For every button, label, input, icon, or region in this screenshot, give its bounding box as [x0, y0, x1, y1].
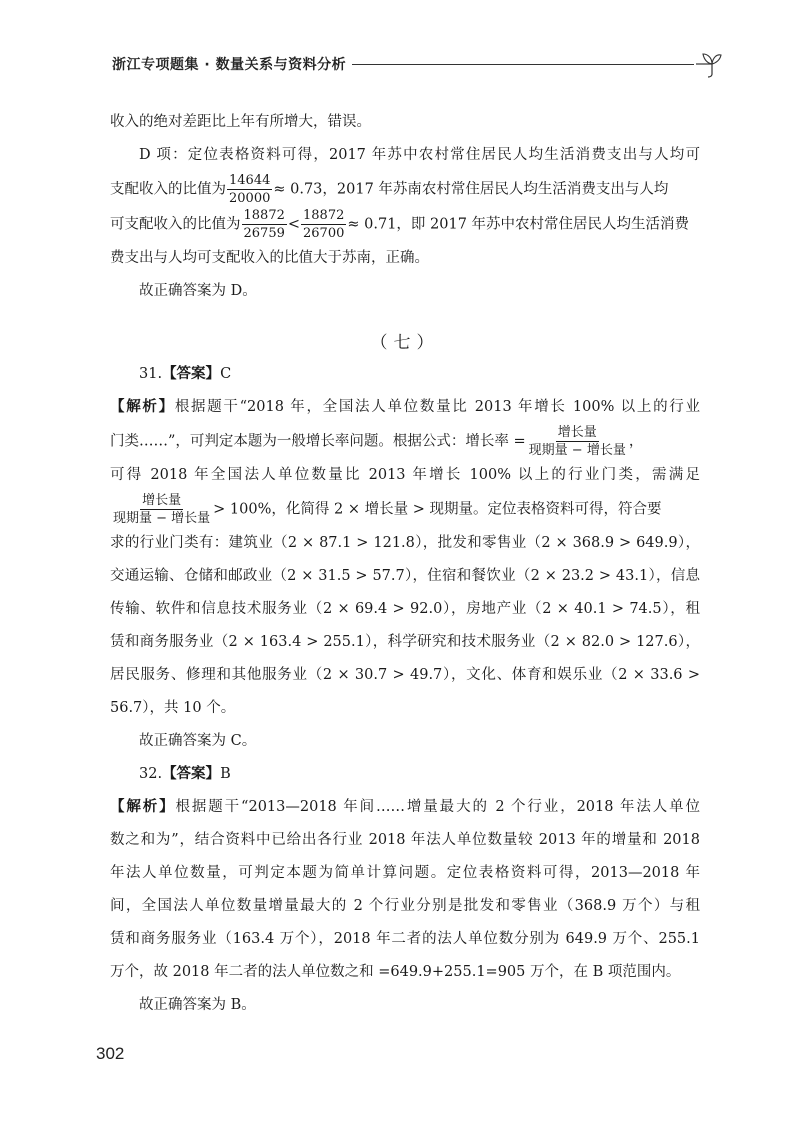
text-line: 居民服务、修理和其他服务业（2 × 30.7 > 49.7），文化、体育和娱乐业（2 × 33.6 > [110, 667, 700, 683]
text-line: 求的行业门类有：建筑业（2 × 87.1 > 121.8），批发和零售业（2 × 368.9 > 649.9）， [110, 535, 700, 551]
answer-heading: 32.【答案】B [139, 766, 231, 782]
text-line: 数之和为”，结合资料中已给出各行业 2018 年法人单位数量较 2013 年的增量和 2018 [110, 832, 700, 848]
text-line: 年法人单位数量，可判定本题为简单计算问题。定位表格资料可得，2013—2018 年 [110, 865, 700, 881]
text-line: 交通运输、仓储和邮政业（2 × 31.5 > 57.7），住宿和餐饮业（2 × 23.2 > 43.1），信息 [110, 568, 700, 584]
header-title: 浙江专项题集 · 数量关系与资料分析 [112, 57, 347, 73]
text-line: 可得 2018 年全国法人单位数量比 2013 年增长 100% 以上的行业门类，需满足 [110, 467, 700, 483]
page-number: 302 [96, 1044, 125, 1063]
answer-line: 故正确答案为 C。 [139, 733, 257, 749]
text-line: 传输、软件和信息技术服务业（2 × 69.4 > 92.0），房地产业（2 × 40.1 > 74.5），租 [110, 601, 700, 617]
answer-heading: 31.【答案】C [139, 366, 232, 382]
text-line: 间，全国法人单位数量增量最大的 2 个行业分别是批发和零售业（368.9 万个）与租 [110, 898, 700, 914]
text-line: D 项：定位表格资料可得，2017 年苏中农村常住居民人均生活消费支出与人均可 [139, 147, 700, 163]
fraction: $\frac{\text{增长量}}{\text{现期量 − 增长量}}$ [113, 493, 211, 526]
text-line: 赁和商务服务业（2 × 163.4 > 255.1），科学研究和技术服务业（2 × 82.0 > 127.6）， [110, 634, 700, 650]
text-line: 可支配收入的比值为 $\frac{18872}{26759}$ < $\frac{18872}{26700}$ ≈ 0.71，即 2017 年苏中农村常住居民人均生活消费 [110, 208, 690, 241]
header-rule [352, 64, 694, 65]
text-line: 支配收入的比值为 $\frac{14644}{20000}$ ≈ 0.73，2017 年苏南农村常住居民人均生活消费支出与人均 [110, 173, 669, 206]
running-header [112, 48, 722, 82]
answer-line: 故正确答案为 B。 [139, 997, 256, 1013]
text-line: 门类……”，可判定本题为一般增长率问题。根据公式：增长率 = $\frac{\text{增长量}}{\text{现期量 − 增长量}}$ ， [110, 425, 644, 458]
text-line: 收入的绝对差距比上年有所增大，错误。 [110, 114, 371, 130]
text-line: 费支出与人均可支配收入的比值大于苏南，正确。 [110, 250, 429, 266]
page-body [110, 106, 700, 1022]
text-line: 【解析】根据题干“2013—2018 年间……增量最大的 2 个行业，2018 年法人单位 [110, 799, 700, 815]
answer-line: 故正确答案为 D。 [139, 283, 257, 299]
fraction: $\frac{\text{增长量}}{\text{现期量 − 增长量}}$ [528, 425, 626, 458]
text-line: 赁和商务服务业（163.4 万个），2018 年二者的法人单位数分别为 649.9 万个、255.1 [110, 931, 700, 947]
section-title: （七） [370, 333, 440, 353]
fraction: $\frac{18872}{26759}$ [243, 208, 285, 241]
fraction: $\frac{18872}{26700}$ [303, 208, 345, 241]
text-line: 56.7），共 10 个。 [110, 700, 236, 716]
fraction: $\frac{14644}{20000}$ [229, 173, 271, 206]
text-line: 万个，故 2018 年二者的法人单位数之和 =649.9+255.1=905 万个，在 B 项范围内。 [110, 964, 681, 980]
text-line: 【解析】根据题干“2018 年，全国法人单位数量比 2013 年增长 100% 以上的行业 [110, 399, 700, 415]
sprout-icon [692, 48, 722, 78]
text-line: $\frac{\text{增长量}}{\text{现期量 − 增长量}}$ > 100%，化简得 2 × 增长量 > 现期量。定位表格资料可得，符合要 [113, 493, 662, 526]
